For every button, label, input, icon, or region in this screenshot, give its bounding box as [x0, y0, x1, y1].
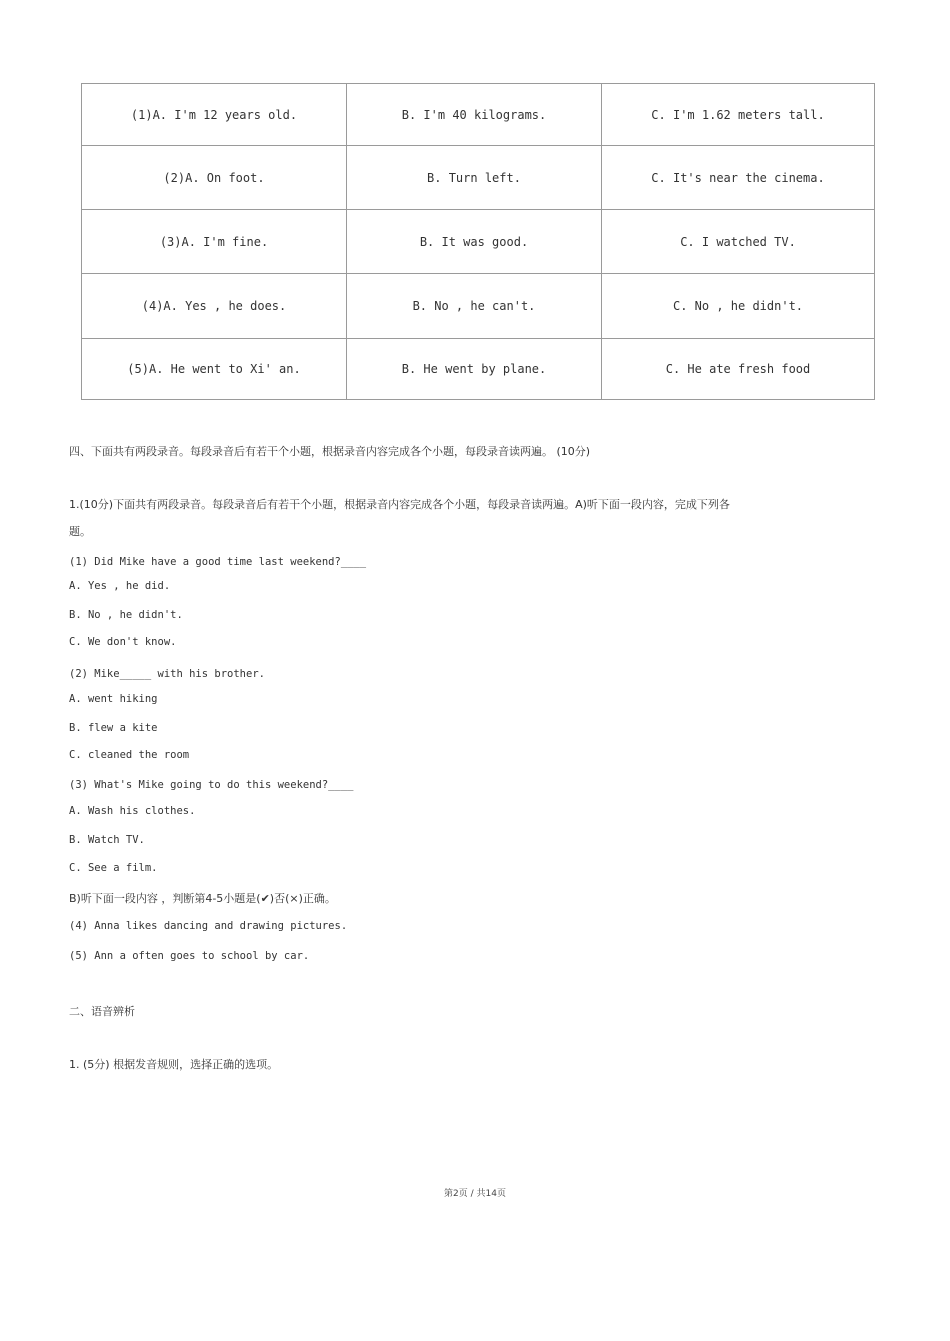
option-cell: B. He went by plane. — [347, 339, 602, 400]
page-footer: 第2页 / 共14页 — [444, 1189, 506, 1199]
question-3-option-c: C. See a film. — [69, 862, 158, 874]
table-row — [82, 210, 875, 274]
judge-item-4: (4) Anna likes dancing and drawing pictures. — [69, 920, 348, 932]
option-cell: C. No , he didn't. — [602, 274, 875, 339]
option-cell: (1)A. I'm 12 years old. — [82, 84, 347, 146]
table-row — [82, 339, 875, 400]
option-cell: (3)A. I'm fine. — [82, 210, 347, 274]
answer-options-table — [81, 83, 875, 400]
option-cell: C. I'm 1.62 meters tall. — [602, 84, 875, 146]
table-row — [82, 84, 875, 146]
question-3-option-a: A. Wash his clothes. — [69, 805, 196, 817]
question-2-stem: (2) Mike_____ with his brother. — [69, 668, 265, 680]
table-row — [82, 274, 875, 339]
question-1-option-b: B. No , he didn't. — [69, 609, 183, 621]
option-cell: (4)A. Yes , he does. — [82, 274, 347, 339]
section2-question-1: 1. (5分) 根据发音规则，选择正确的选项。 — [69, 1058, 279, 1071]
judge-item-5: (5) Ann a often goes to school by car. — [69, 950, 310, 962]
option-cell: C. I watched TV. — [602, 210, 875, 274]
question-2-option-a: A. went hiking — [69, 693, 158, 705]
option-cell: C. He ate fresh food — [602, 339, 875, 400]
option-cell: (2)A. On foot. — [82, 146, 347, 210]
question-3-stem: (3) What's Mike going to do this weekend?____ — [69, 779, 354, 791]
table-row — [82, 146, 875, 210]
option-cell: (5)A. He went to Xi' an. — [82, 339, 347, 400]
q1-intro-line1: 1.(10分)下面共有两段录音。每段录音后有若干个小题，根据录音内容完成各个小题，每段录音读两遍。A)听下面一段内容，完成下列各 — [69, 498, 730, 511]
question-2-option-b: B. flew a kite — [69, 722, 158, 734]
part-b-instruction: B)听下面一段内容 ，判断第4-5小题是(✔)否(×)正确。 — [69, 892, 336, 905]
question-1-option-c: C. We don't know. — [69, 636, 177, 648]
question-1-stem: (1) Did Mike have a good time last weekend?____ — [69, 556, 367, 568]
question-3-option-b: B. Watch TV. — [69, 834, 145, 846]
option-cell: B. It was good. — [347, 210, 602, 274]
q1-intro-line2: 题。 — [69, 525, 91, 538]
section2-heading: 二、语音辨析 — [69, 1005, 135, 1018]
section4-heading: 四、下面共有两段录音。每段录音后有若干个小题，根据录音内容完成各个小题，每段录音读两遍。 (10分) — [69, 445, 591, 458]
option-cell: C. It's near the cinema. — [602, 146, 875, 210]
question-2-option-c: C. cleaned the room — [69, 749, 190, 761]
question-1-option-a: A. Yes , he did. — [69, 580, 171, 592]
option-cell: B. Turn left. — [347, 146, 602, 210]
option-cell: B. No , he can't. — [347, 274, 602, 339]
option-cell: B. I'm 40 kilograms. — [347, 84, 602, 146]
